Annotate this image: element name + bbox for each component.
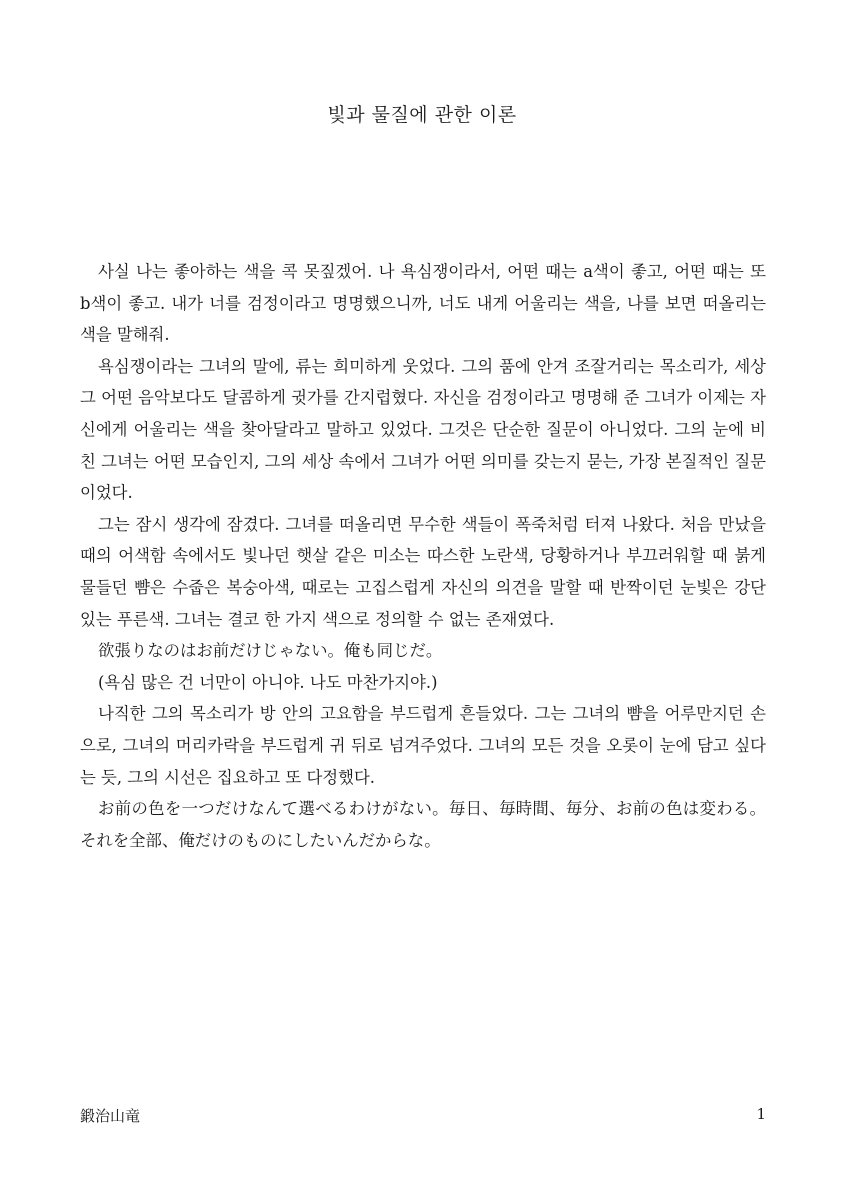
page-number: 1: [756, 1105, 766, 1123]
paragraph-2: 욕심쟁이라는 그녀의 말에, 류는 희미하게 웃었다. 그의 품에 안겨 조잘거리는 목소리가, 세상 그 어떤 음악보다도 달콤하게 귓가를 간지럽혔다. 자신을 검정이라고 명명해 준 그녀가 이제는 자신에게 어울리는 색을 찾아달라고 말하고 있었다. 그것은 단순한 질문이 아니었다. 그의 눈에 비친 그녀는 어떤 모습인지, 그의 세상 속에서 그녀가 어떤 의미를 갖는지 묻는, 가장 본질적인 질문이었다.: [80, 356, 766, 503]
paragraph-6: 나직한 그의 목소리가 방 안의 고요함을 부드럽게 흔들었다. 그는 그녀의 뺨을 어루만지던 손으로, 그녀의 머리카락을 부드럽게 귀 뒤로 넘겨주었다. 그녀의 모든 것을 오롯이 눈에 담고 싶다는 듯, 그의 시선은 집요하고 또 다정했다.: [80, 704, 766, 787]
paragraph-7: お前の色を一つだけなんて選べるわけがない。毎日、毎時間、毎分、お前の色は変わる。それを全部、俺だけのものにしたいんだからな。: [80, 799, 766, 850]
paragraph-4: 欲張りなのはお前だけじゃない。俺も同じだ。: [98, 641, 443, 661]
paragraph-1: 사실 나는 좋아하는 색을 콕 못짚겠어. 나 욕심쟁이라서, 어떤 때는 a색이 좋고, 어떤 때는 또 b색이 좋고. 내가 너를 검정이라고 명명했으니까, 너도 내게 어울리는 색을, 나를 보면 떠올리는 색을 말해줘.: [80, 262, 766, 345]
paragraph-5: (욕심 많은 건 너만이 아니야. 나도 마찬가지야.): [98, 672, 438, 692]
page-title: 빛과 물질에 관한 이론: [327, 104, 517, 126]
paragraph-3: 그는 잠시 생각에 잠겼다. 그녀를 떠올리면 무수한 색들이 폭죽처럼 터져 나왔다. 처음 만났을 때의 어색함 속에서도 빛나던 햇살 같은 미소는 따스한 노란색, 당황하거나 부끄러워할 때 붉게 물들던 뺨은 수줍은 복숭아색, 때로는 고집스럽게 자신의 의견을 말할 때 반짝이던 눈빛은 강단 있는 푸른색. 그녀는 결코 한 가지 색으로 정의할 수 없는 존재였다.: [80, 514, 766, 629]
footer-author: 鍛治山竜: [80, 1107, 141, 1125]
document-body: [80, 256, 766, 856]
